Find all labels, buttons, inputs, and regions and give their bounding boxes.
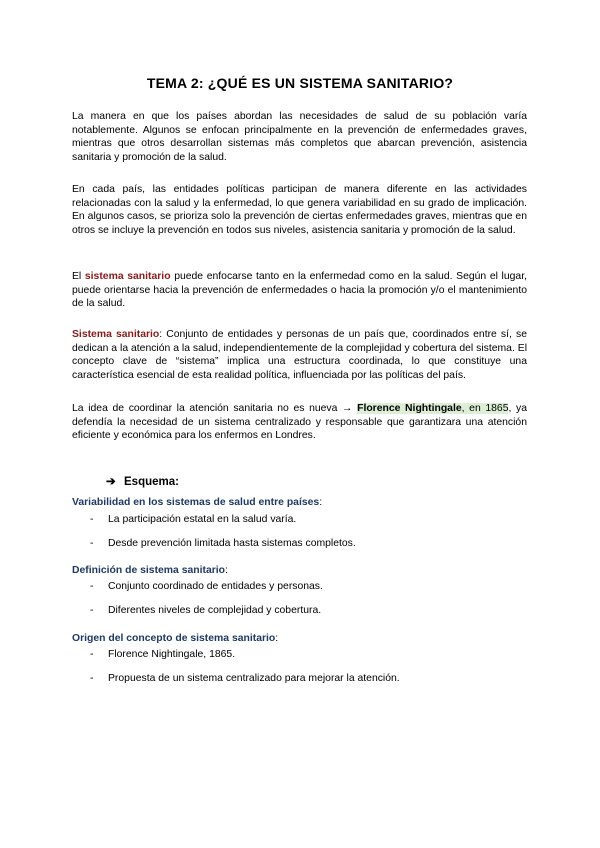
list-item [90,514,296,525]
paragraph-intro: La manera en que los países abordan las necesidades de salud de su población varía notablemente. Algunos se enfocan principalmente en la prevención de enfermedades graves, mientras que otros desarrollan sistemas más completos que abarcan prevención, asistencia sanitaria y promoción de la salud. [72,111,527,164]
highlighted-name: Florence Nightingale [357,403,462,414]
list-item-text: Florence Nightingale, 1865. [108,649,236,660]
section-title [72,497,322,508]
list-item-text: Diferentes niveles de complejidad y cobertura. [108,605,322,616]
list-item [90,649,235,660]
list-item [90,605,321,616]
list-item [90,581,323,592]
list-item-text: Propuesta de un sistema centralizado para mejorar la atención. [108,673,400,684]
text-span: : Conjunto de entidades y personas de un país que, coordinados entre sí, se dedican a la atención a la salud, independientemente de la complejidad y cobertura del sistema. El concepto clave de “sistema” implica una estructura coordinada, lo que constituye una característica esencial de esta realidad política, influenciada por las políticas del país. [72,329,527,382]
text-span: La idea de coordinar la atención sanitaria no es nueva → [72,403,358,414]
list-item [90,538,356,549]
page-title: TEMA 2: ¿QUÉ ES UN SISTEMA SANITARIO? [146,75,454,91]
text-span: , ya defendía la necesidad de un sistema centralizado y responsable que garantizara una atención eficiente y económica para los enfermos en Londres. [72,403,527,442]
dash-bullet: - [90,514,94,525]
outline-label: Esquema: [124,476,179,488]
highlighted-term: sistema sanitario [84,271,171,282]
text-span: puede enfocarse tanto en la enfermedad como en la salud. Según el lugar, puede orientarse hacia la prevención de enfermedades o hacia la promoción y/o el mantenimiento de la salud. [72,271,527,310]
list-item [90,673,400,684]
paragraph-health-system-focus [72,270,527,311]
list-item-text: Conjunto coordinado de entidades y personas. [108,581,323,592]
section-title-colon: : [275,633,279,644]
section-title [72,633,278,644]
section-title-text: Definición de sistema sanitario [72,565,226,576]
list-item-text: Desde prevención limitada hasta sistemas completos. [108,538,356,549]
paragraph-political-entities: En cada país, las entidades políticas participan de manera diferente en las actividades relacionadas con la salud y la enfermedad, lo que genera variabilidad en su grado de implicación. En algunos casos, se prioriza solo la prevención de ciertas enfermedades graves, mientras que en otros se incluye la prevención en todos sus niveles, asistencia sanitaria y promoción de la salud. [72,184,527,237]
section-title-text: Origen del concepto de sistema sanitario [72,633,276,644]
text-span: El [72,271,85,282]
section-title-text: Variabilidad en los sistemas de salud entre países [72,497,320,508]
dash-bullet: - [90,581,94,592]
outline-heading [106,474,179,488]
paragraph-origin [72,402,527,443]
dash-bullet: - [90,605,94,616]
section-title [72,565,228,576]
list-item-text: La participación estatal en la salud varía. [108,514,297,525]
definition-term: Sistema sanitario [72,329,160,340]
highlighted-year: , en 1865 [461,403,509,414]
arrow-right-icon: ➔ [106,476,116,488]
dash-bullet: - [90,538,94,549]
dash-bullet: - [90,649,94,660]
section-title-colon: : [319,497,323,508]
section-title-colon: : [225,565,228,576]
paragraph-definition [72,328,527,383]
dash-bullet: - [90,673,94,684]
